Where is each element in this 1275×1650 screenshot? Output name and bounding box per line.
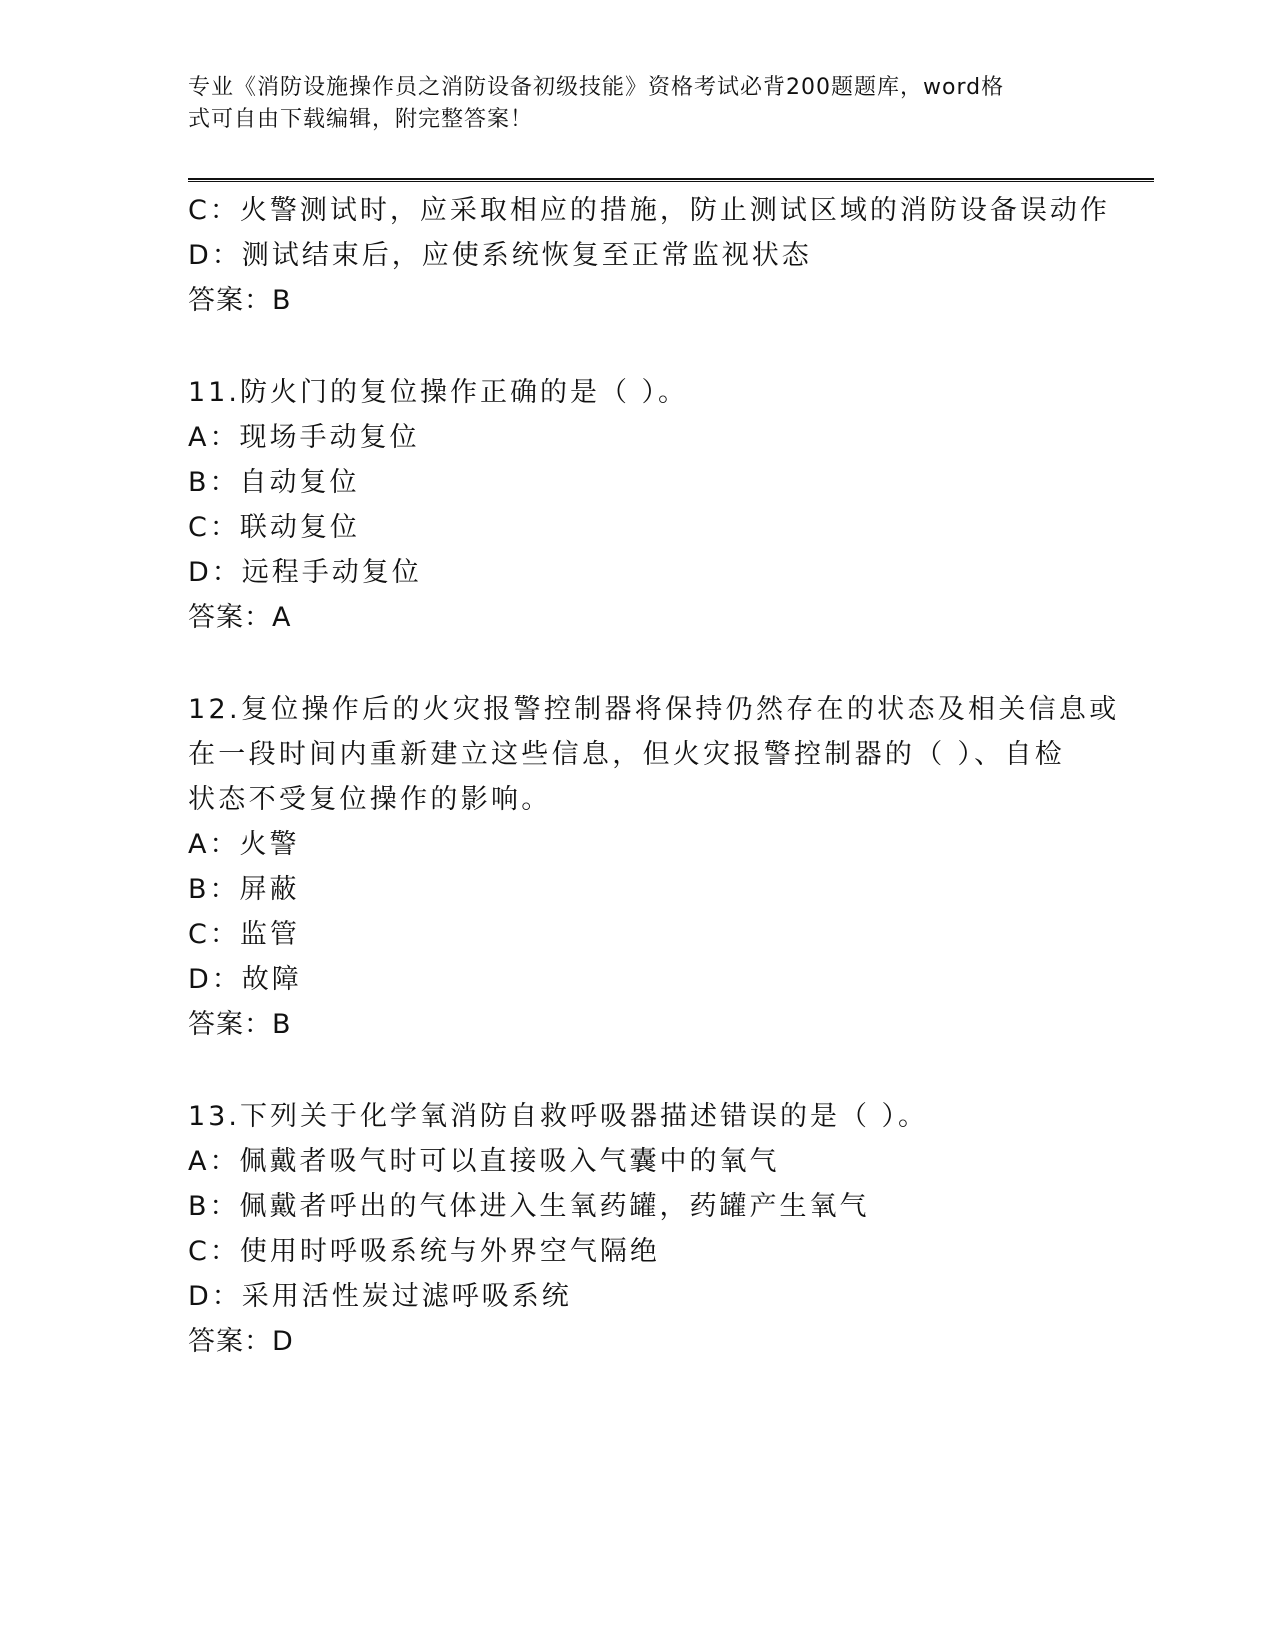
- option-d: D：远程手动复位: [188, 557, 422, 588]
- question-stem: 11.防火门的复位操作正确的是（ ）。: [188, 377, 689, 408]
- question-11: [188, 370, 1088, 640]
- question-list: [188, 188, 1120, 1364]
- answer: 答案：B: [188, 1009, 292, 1040]
- option-c: C：火警测试时，应采取相应的措施，防止测试区域的消防设备误动作: [188, 195, 1110, 226]
- option-c: C：使用时呼吸系统与外界空气隔绝: [188, 1236, 660, 1267]
- document-header: [188, 72, 1088, 136]
- option-a: A：现场手动复位: [188, 422, 420, 453]
- question-stem-line-2: 在一段时间内重新建立这些信息，但火灾报警控制器的（ ）、自检: [188, 739, 1066, 770]
- answer: 答案：A: [188, 602, 292, 633]
- answer: 答案：B: [188, 285, 292, 316]
- option-a: A：火警: [188, 829, 300, 860]
- option-a: A：佩戴者吸气时可以直接吸入气囊中的氧气: [188, 1146, 780, 1177]
- question-13: [188, 1094, 1088, 1364]
- answer: 答案：D: [188, 1326, 294, 1357]
- header-divider: [188, 178, 1154, 182]
- option-c: C：监管: [188, 919, 300, 950]
- option-d: D：采用活性炭过滤呼吸系统: [188, 1281, 572, 1312]
- header-line-1: 专业《消防设施操作员之消防设备初级技能》资格考试必背200题题库，word格: [188, 75, 1005, 100]
- question-stem-line-1: 12.复位操作后的火灾报警控制器将保持仍然存在的状态及相关信息或: [188, 694, 1120, 725]
- question-12: [188, 687, 1120, 1047]
- header-line-2: 式可自由下载编辑，附完整答案！: [188, 107, 534, 132]
- option-b: B：佩戴者呼出的气体进入生氧药罐，药罐产生氧气: [188, 1191, 870, 1222]
- previous-question-tail: [188, 188, 1110, 323]
- option-b: B：屏蔽: [188, 874, 300, 905]
- option-c: C：联动复位: [188, 512, 360, 543]
- option-d: D：故障: [188, 964, 302, 995]
- question-stem: 13.下列关于化学氧消防自救呼吸器描述错误的是（ ）。: [188, 1101, 929, 1132]
- question-stem-line-3: 状态不受复位操作的影响。: [188, 784, 552, 815]
- spacer: [188, 1047, 1088, 1094]
- option-d: D：测试结束后，应使系统恢复至正常监视状态: [188, 240, 812, 271]
- spacer: [188, 640, 1088, 687]
- spacer: [188, 323, 1088, 370]
- option-b: B：自动复位: [188, 467, 360, 498]
